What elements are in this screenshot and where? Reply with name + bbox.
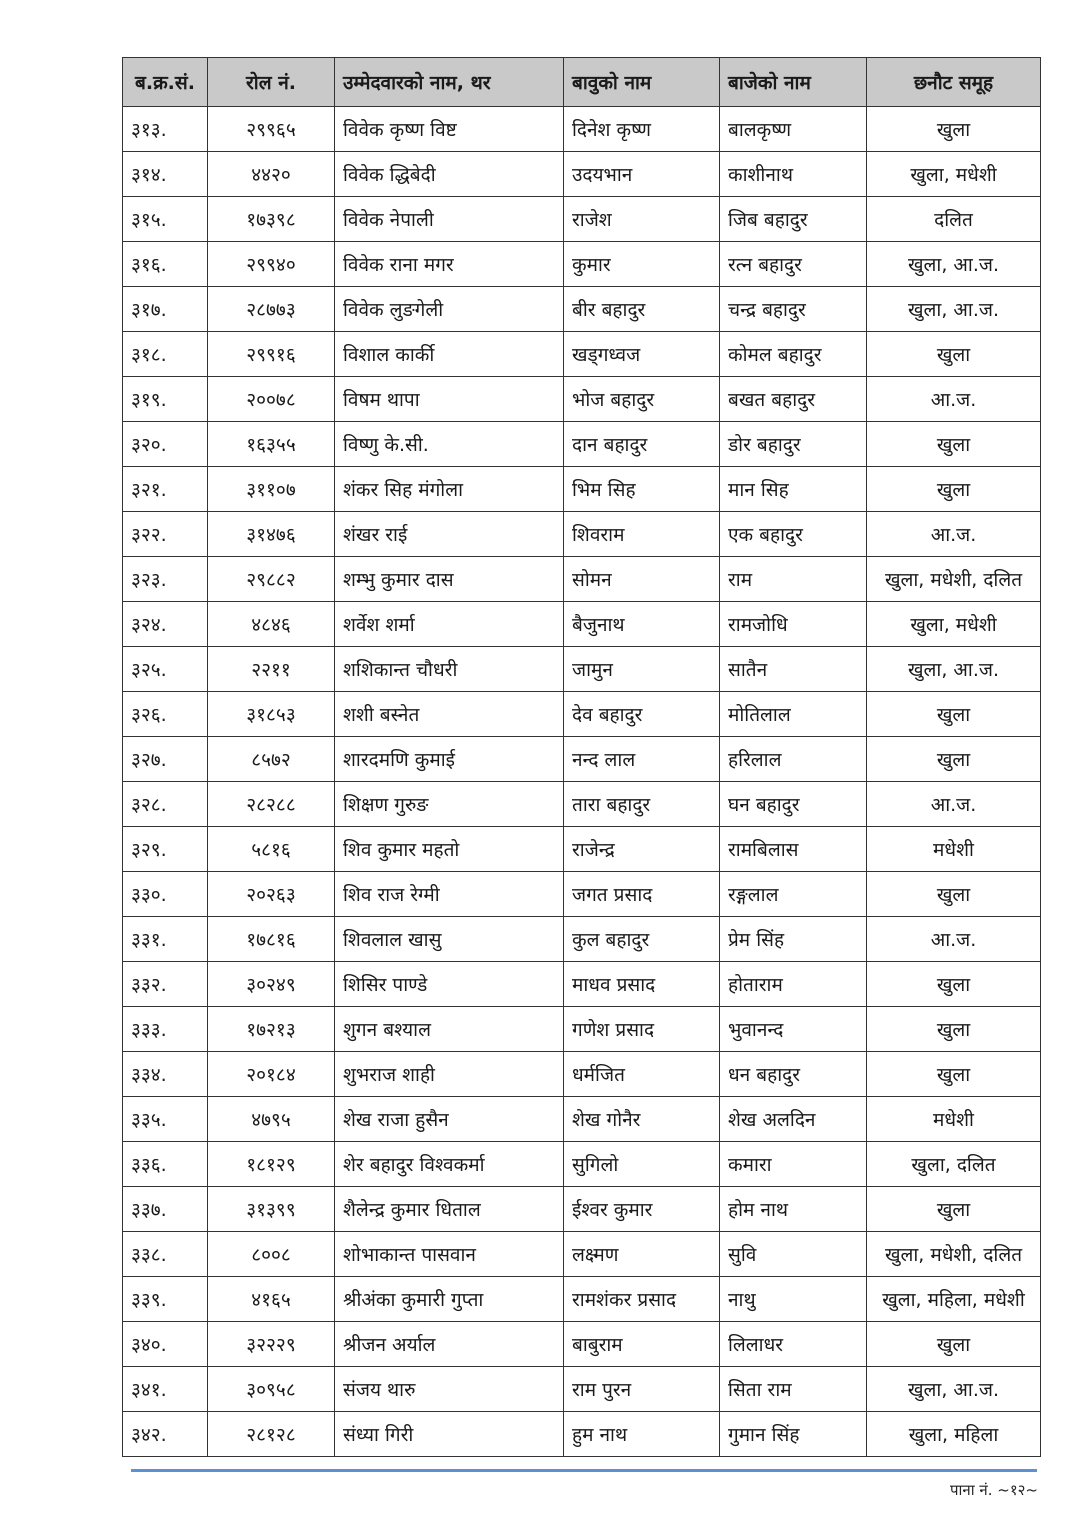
cell-serial-number: ३२६. — [123, 692, 208, 737]
table-row — [123, 827, 1041, 872]
cell-grandfather-name: मोतिलाल — [720, 692, 867, 737]
cell-candidate-name: विवेक राना मगर — [335, 242, 564, 287]
table-row — [123, 377, 1041, 422]
cell-father-name: राम पुरन — [564, 1367, 720, 1412]
header-candidate-name: उम्मेदवारको नाम, थर — [335, 58, 564, 107]
cell-serial-number: ३१६. — [123, 242, 208, 287]
cell-selection-group: आ.ज. — [867, 782, 1041, 827]
cell-roll-number: २८२८८ — [208, 782, 335, 827]
cell-father-name: ईश्वर कुमार — [564, 1187, 720, 1232]
cell-father-name: कुमार — [564, 242, 720, 287]
cell-grandfather-name: कमारा — [720, 1142, 867, 1187]
cell-selection-group: खुला — [867, 467, 1041, 512]
cell-serial-number: ३३०. — [123, 872, 208, 917]
cell-selection-group: खुला, आ.ज. — [867, 647, 1041, 692]
cell-selection-group: खुला, आ.ज. — [867, 242, 1041, 287]
cell-grandfather-name: रङ्गलाल — [720, 872, 867, 917]
cell-roll-number: १६३५५ — [208, 422, 335, 467]
cell-father-name: माधव प्रसाद — [564, 962, 720, 1007]
cell-roll-number: ३०२४९ — [208, 962, 335, 1007]
header-selection-group: छनौट समूह — [867, 58, 1041, 107]
cell-candidate-name: संध्या गिरी — [335, 1412, 564, 1457]
cell-father-name: भोज बहादुर — [564, 377, 720, 422]
cell-father-name: तारा बहादुर — [564, 782, 720, 827]
cell-candidate-name: शम्भु कुमार दास — [335, 557, 564, 602]
cell-grandfather-name: हरिलाल — [720, 737, 867, 782]
cell-roll-number: २८७७३ — [208, 287, 335, 332]
cell-father-name: दान बहादुर — [564, 422, 720, 467]
cell-roll-number: ३०९५८ — [208, 1367, 335, 1412]
cell-serial-number: ३२९. — [123, 827, 208, 872]
cell-grandfather-name: सातैन — [720, 647, 867, 692]
cell-father-name: खड्गध्वज — [564, 332, 720, 377]
cell-candidate-name: विवेक लुङगेली — [335, 287, 564, 332]
cell-roll-number: ३१८५३ — [208, 692, 335, 737]
cell-serial-number: ३३३. — [123, 1007, 208, 1052]
cell-selection-group: आ.ज. — [867, 512, 1041, 557]
cell-selection-group: खुला, दलित — [867, 1142, 1041, 1187]
cell-serial-number: ३२३. — [123, 557, 208, 602]
cell-candidate-name: शशिकान्त चौधरी — [335, 647, 564, 692]
table-row — [123, 152, 1041, 197]
cell-grandfather-name: सुवि — [720, 1232, 867, 1277]
cell-father-name: दिनेश कृष्ण — [564, 107, 720, 152]
cell-selection-group: खुला, महिला — [867, 1412, 1041, 1457]
cell-serial-number: ३२२. — [123, 512, 208, 557]
cell-roll-number: ८००८ — [208, 1232, 335, 1277]
cell-serial-number: ३१९. — [123, 377, 208, 422]
table-row — [123, 962, 1041, 1007]
cell-selection-group: खुला — [867, 332, 1041, 377]
table-row — [123, 107, 1041, 152]
header-grandfather-name: बाजेको नाम — [720, 58, 867, 107]
table-body — [123, 107, 1041, 1457]
cell-selection-group: खुला, मधेशी, दलित — [867, 557, 1041, 602]
table-row — [123, 332, 1041, 377]
cell-father-name: भिम सिह — [564, 467, 720, 512]
cell-father-name: नन्द लाल — [564, 737, 720, 782]
cell-father-name: हुम नाथ — [564, 1412, 720, 1457]
cell-serial-number: ३१८. — [123, 332, 208, 377]
cell-father-name: गणेश प्रसाद — [564, 1007, 720, 1052]
cell-roll-number: १७२१३ — [208, 1007, 335, 1052]
cell-candidate-name: विवेक नेपाली — [335, 197, 564, 242]
table-row — [123, 1052, 1041, 1097]
cell-serial-number: ३३६. — [123, 1142, 208, 1187]
cell-roll-number: १७८१६ — [208, 917, 335, 962]
cell-selection-group: आ.ज. — [867, 377, 1041, 422]
cell-serial-number: ३३८. — [123, 1232, 208, 1277]
cell-grandfather-name: बालकृष्ण — [720, 107, 867, 152]
cell-serial-number: ३३४. — [123, 1052, 208, 1097]
table-header-row — [123, 58, 1041, 107]
cell-roll-number: ५८१६ — [208, 827, 335, 872]
cell-grandfather-name: जिब बहादुर — [720, 197, 867, 242]
table-row — [123, 1322, 1041, 1367]
cell-father-name: बैजुनाथ — [564, 602, 720, 647]
cell-roll-number: २००७८ — [208, 377, 335, 422]
cell-candidate-name: शिसिर पाण्डे — [335, 962, 564, 1007]
cell-father-name: बाबुराम — [564, 1322, 720, 1367]
cell-candidate-name: शोभाकान्त पासवान — [335, 1232, 564, 1277]
cell-serial-number: ३१५. — [123, 197, 208, 242]
cell-candidate-name: विषम थापा — [335, 377, 564, 422]
table-row — [123, 647, 1041, 692]
cell-grandfather-name: काशीनाथ — [720, 152, 867, 197]
cell-father-name: जगत प्रसाद — [564, 872, 720, 917]
cell-selection-group: खुला, आ.ज. — [867, 287, 1041, 332]
cell-serial-number: ३२७. — [123, 737, 208, 782]
cell-selection-group: खुला — [867, 422, 1041, 467]
cell-selection-group: खुला, महिला, मधेशी — [867, 1277, 1041, 1322]
cell-grandfather-name: सिता राम — [720, 1367, 867, 1412]
cell-roll-number: २२११ — [208, 647, 335, 692]
cell-father-name: राजेन्द्र — [564, 827, 720, 872]
table-row — [123, 557, 1041, 602]
footer-divider — [131, 1469, 1037, 1472]
cell-candidate-name: शिव राज रेग्मी — [335, 872, 564, 917]
cell-selection-group: मधेशी — [867, 827, 1041, 872]
cell-candidate-name: विशाल कार्की — [335, 332, 564, 377]
cell-selection-group: खुला — [867, 1052, 1041, 1097]
cell-grandfather-name: शेख अलदिन — [720, 1097, 867, 1142]
cell-serial-number: ३४१. — [123, 1367, 208, 1412]
table-row — [123, 467, 1041, 512]
cell-roll-number: ४४२० — [208, 152, 335, 197]
cell-roll-number: २९८८२ — [208, 557, 335, 602]
cell-grandfather-name: होताराम — [720, 962, 867, 1007]
cell-serial-number: ३१३. — [123, 107, 208, 152]
cell-grandfather-name: बखत बहादुर — [720, 377, 867, 422]
cell-grandfather-name: घन बहादुर — [720, 782, 867, 827]
header-serial-number: ब.क्र.सं. — [123, 58, 208, 107]
cell-serial-number: ३२४. — [123, 602, 208, 647]
cell-selection-group: खुला, आ.ज. — [867, 1367, 1041, 1412]
cell-selection-group: खुला — [867, 1187, 1041, 1232]
cell-grandfather-name: कोमल बहादुर — [720, 332, 867, 377]
cell-father-name: बीर बहादुर — [564, 287, 720, 332]
cell-roll-number: २०२६३ — [208, 872, 335, 917]
cell-selection-group: खुला — [867, 737, 1041, 782]
cell-serial-number: ३३१. — [123, 917, 208, 962]
cell-candidate-name: विवेक द्धिबेदी — [335, 152, 564, 197]
cell-candidate-name: श्रीजन अर्याल — [335, 1322, 564, 1367]
table-row — [123, 1412, 1041, 1457]
cell-father-name: सोमन — [564, 557, 720, 602]
cell-father-name: शिवराम — [564, 512, 720, 557]
cell-roll-number: ४८४६ — [208, 602, 335, 647]
cell-roll-number: २८१२८ — [208, 1412, 335, 1457]
cell-roll-number: ४१६५ — [208, 1277, 335, 1322]
cell-roll-number: ८५७२ — [208, 737, 335, 782]
cell-father-name: रामशंकर प्रसाद — [564, 1277, 720, 1322]
table-row — [123, 242, 1041, 287]
cell-serial-number: ३२८. — [123, 782, 208, 827]
cell-selection-group: खुला, मधेशी — [867, 152, 1041, 197]
cell-grandfather-name: धन बहादुर — [720, 1052, 867, 1097]
cell-grandfather-name: रत्न बहादुर — [720, 242, 867, 287]
table-row — [123, 1142, 1041, 1187]
cell-candidate-name: शारदमणि कुमाई — [335, 737, 564, 782]
cell-serial-number: ३३२. — [123, 962, 208, 1007]
cell-grandfather-name: रामजोधि — [720, 602, 867, 647]
cell-grandfather-name: लिलाधर — [720, 1322, 867, 1367]
cell-father-name: शेख गोनैर — [564, 1097, 720, 1142]
cell-selection-group: खुला — [867, 872, 1041, 917]
cell-roll-number: २९९६५ — [208, 107, 335, 152]
cell-father-name: सुगिलो — [564, 1142, 720, 1187]
table-row — [123, 602, 1041, 647]
table-row — [123, 197, 1041, 242]
cell-selection-group: खुला, मधेशी, दलित — [867, 1232, 1041, 1277]
cell-selection-group: खुला — [867, 692, 1041, 737]
cell-grandfather-name: गुमान सिंह — [720, 1412, 867, 1457]
table-row — [123, 1097, 1041, 1142]
cell-candidate-name: शशी बस्नेत — [335, 692, 564, 737]
table-row — [123, 917, 1041, 962]
header-father-name: बावुको नाम — [564, 58, 720, 107]
cell-candidate-name: विवेक कृष्ण विष्ट — [335, 107, 564, 152]
cell-roll-number: १८१२९ — [208, 1142, 335, 1187]
cell-roll-number: १७३९८ — [208, 197, 335, 242]
cell-roll-number: ३२२२९ — [208, 1322, 335, 1367]
cell-candidate-name: शर्वेश शर्मा — [335, 602, 564, 647]
table-row — [123, 1187, 1041, 1232]
header-roll-number: रोल नं. — [208, 58, 335, 107]
cell-father-name: लक्ष्मण — [564, 1232, 720, 1277]
cell-grandfather-name: प्रेम सिंह — [720, 917, 867, 962]
cell-grandfather-name: होम नाथ — [720, 1187, 867, 1232]
table-row — [123, 1277, 1041, 1322]
cell-candidate-name: शुभराज शाही — [335, 1052, 564, 1097]
table-row — [123, 1232, 1041, 1277]
cell-candidate-name: श्रीअंका कुमारी गुप्ता — [335, 1277, 564, 1322]
cell-roll-number: ३१३९९ — [208, 1187, 335, 1232]
cell-candidate-name: शंखर राई — [335, 512, 564, 557]
cell-roll-number: २९९१६ — [208, 332, 335, 377]
cell-selection-group: दलित — [867, 197, 1041, 242]
cell-serial-number: ३३५. — [123, 1097, 208, 1142]
cell-selection-group: खुला — [867, 962, 1041, 1007]
cell-roll-number: ३१४७६ — [208, 512, 335, 557]
table-row — [123, 512, 1041, 557]
cell-roll-number: ३११०७ — [208, 467, 335, 512]
page-number: पाना नं. ~१२~ — [950, 1481, 1038, 1499]
cell-serial-number: ३२०. — [123, 422, 208, 467]
cell-father-name: देव बहादुर — [564, 692, 720, 737]
cell-candidate-name: संजय थारु — [335, 1367, 564, 1412]
cell-grandfather-name: एक बहादुर — [720, 512, 867, 557]
cell-selection-group: खुला, मधेशी — [867, 602, 1041, 647]
cell-selection-group: मधेशी — [867, 1097, 1041, 1142]
cell-selection-group: खुला — [867, 107, 1041, 152]
table-row — [123, 872, 1041, 917]
cell-father-name: जामुन — [564, 647, 720, 692]
cell-grandfather-name: डोर बहादुर — [720, 422, 867, 467]
cell-serial-number: ३२५. — [123, 647, 208, 692]
cell-father-name: उदयभान — [564, 152, 720, 197]
table-row — [123, 692, 1041, 737]
cell-grandfather-name: राम — [720, 557, 867, 602]
table-row — [123, 737, 1041, 782]
table-row — [123, 1367, 1041, 1412]
cell-serial-number: ३४२. — [123, 1412, 208, 1457]
cell-candidate-name: शिवलाल खासु — [335, 917, 564, 962]
cell-roll-number: ४७९५ — [208, 1097, 335, 1142]
cell-serial-number: ३३७. — [123, 1187, 208, 1232]
table-row — [123, 287, 1041, 332]
cell-serial-number: ३२१. — [123, 467, 208, 512]
cell-serial-number: ३३९. — [123, 1277, 208, 1322]
cell-candidate-name: शिक्षण गुरुङ — [335, 782, 564, 827]
table-row — [123, 422, 1041, 467]
cell-grandfather-name: भुवानन्द — [720, 1007, 867, 1052]
cell-selection-group: आ.ज. — [867, 917, 1041, 962]
cell-serial-number: ३१७. — [123, 287, 208, 332]
cell-candidate-name: शिव कुमार महतो — [335, 827, 564, 872]
cell-selection-group: खुला — [867, 1007, 1041, 1052]
cell-grandfather-name: नाथु — [720, 1277, 867, 1322]
cell-roll-number: २९९४० — [208, 242, 335, 287]
cell-father-name: कुल बहादुर — [564, 917, 720, 962]
cell-candidate-name: शुगन बश्याल — [335, 1007, 564, 1052]
cell-candidate-name: शैलेन्द्र कुमार धिताल — [335, 1187, 564, 1232]
cell-candidate-name: शेख राजा हुसैन — [335, 1097, 564, 1142]
cell-candidate-name: शंकर सिह मंगोला — [335, 467, 564, 512]
cell-selection-group: खुला — [867, 1322, 1041, 1367]
cell-serial-number: ३४०. — [123, 1322, 208, 1367]
cell-grandfather-name: मान सिह — [720, 467, 867, 512]
cell-serial-number: ३१४. — [123, 152, 208, 197]
cell-father-name: धर्मजित — [564, 1052, 720, 1097]
cell-grandfather-name: चन्द्र बहादुर — [720, 287, 867, 332]
table-row — [123, 1007, 1041, 1052]
result-table — [122, 57, 1041, 1457]
cell-father-name: राजेश — [564, 197, 720, 242]
cell-candidate-name: विष्णु के.सी. — [335, 422, 564, 467]
cell-grandfather-name: रामबिलास — [720, 827, 867, 872]
cell-candidate-name: शेर बहादुर विश्वकर्मा — [335, 1142, 564, 1187]
cell-roll-number: २०१८४ — [208, 1052, 335, 1097]
table-row — [123, 782, 1041, 827]
